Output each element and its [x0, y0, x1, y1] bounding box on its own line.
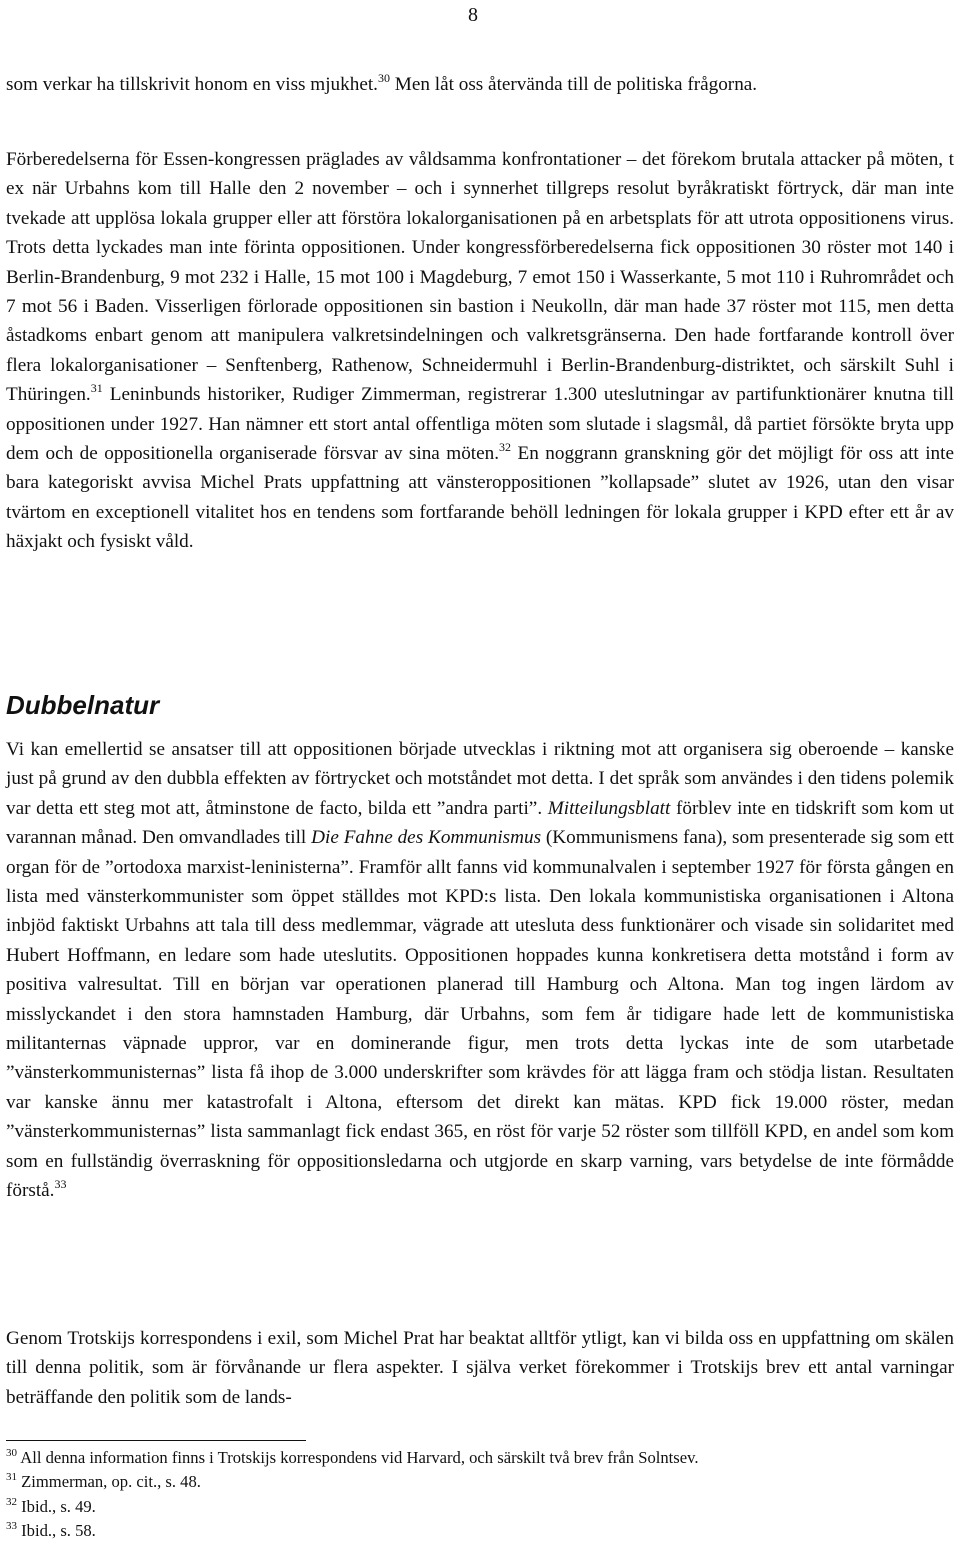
paragraph-intro [6, 70, 954, 99]
paragraph-text: förblev inte en tidskrift som kom ut varannan månad. Den omvandlades till [6, 797, 954, 849]
paragraph-text: Förberedelserna för Essen-kongressen präglades av våldsamma konfrontationer – det förekom brutala attacker på möten, t ex när Urbahns kom till Halle den 2 november – och i synnerhet tillgreps resolut byråkratiskt förtryck, där man inte tvekade att upplösa lokala grupper eller att förstöra lokalorganisationen på en arbetsplats för att utrota oppositionens virus. Trots detta lyckades man inte förinta oppositionen. Under kongressförberedelserna fick oppositionen 30 röster mot 140 i Berlin-Brandenburg, 9 mot 232 i Halle, 15 mot 100 i Magdeburg, 7 emot 150 i Wasserkante, 5 mot 110 i Ruhrområdet och 7 mot 56 i Baden. Visserligen förlorade oppositionen sin bastion i Neukolln, där man hade 37 röster mot 115, men detta åstadkoms enbart genom att manipulera valkretsindelningen och valkretsgränserna. Den hade fortfarande kontroll över flera lokalorganisationer – Senftenberg, Rathenow, Schneidermuhl i Berlin-Brandenburg-distriktet, och särskilt Suhl i Thüringen. [6, 149, 954, 406]
paragraph-text: Men låt oss återvända till de politiska frågorna. [389, 74, 758, 95]
footnote-text: All denna information finns i Trotskijs korrespondens vid Harvard, och särskilt två brev från Solntsev. [20, 1448, 699, 1467]
paragraph-text: som verkar ha tillskrivit honom en viss mjukhet. [6, 74, 378, 95]
footnote-ref: 32 [499, 440, 512, 455]
publication-title: Mitteilungsblatt [547, 797, 671, 819]
footnote [6, 1470, 946, 1494]
footnote-text: Ibid., s. 49. [21, 1496, 96, 1516]
footnote-text: Ibid., s. 58. [21, 1521, 96, 1541]
paragraph-dual-nature [6, 735, 954, 1206]
page-number: 8 [468, 4, 478, 26]
paragraph-trotsky [6, 1324, 954, 1412]
paragraph-text: Genom Trotskijs korrespondens i exil, som Michel Prat har beaktat alltför ytligt, kan vi bilda oss en uppfattning om skälen till denna politik, som är förvånande ur flera aspekter. I själva verket förekommer i Trotskijs brev ett antal varningar beträffande den politik som de lands- [6, 1328, 954, 1408]
footnote-number: 31 [6, 1471, 17, 1484]
paragraph-text: (Kommunismens fana), som presenterade sig som ett organ för de ”ortodoxa marxist-leninisterna”. Framför allt fanns vid kommunalvalen i september 1927 för första gången en lista med vänsterkommunister som öppet ställdes mot KPD:s lista. Den lokala kommunistiska organisationen i Altona inbjöd faktiskt Urbahns att tala till dess medlemmar, vägrade att utesluta dess funktionärer och visade sin solidaritet med Hubert Hoffmann, en ledare som hade uteslutits. Oppositionen hoppades kunna konkretisera detta motstånd i form av positiva valresultat. Till en början var operationen planerad till Hamburg och Altona. Man tog ingen lärdom av misslyckandet i den stora hamnstaden Hamburg, där Urbahns, som fem år tidigare hade lett de kommunistiska militanternas väpnade uppror, var en dominerande figur, men trots detta lyckas inte de som utarbetade ”vänsterkommunisternas” lista få ihop de 3.000 underskrifter som krävdes för att lägga fram och stödja listan. Resultaten var kanske ännu mer katastrofalt i Altona, eftersom det direkt kan mätas. KPD fick 19.000 röster, medan ”vänsterkommunisternas” lista sammanlagt fick endast 365, en röst för varje 52 röster som tillföll KPD, en andel som kom som en fullständig överraskning för oppositionsledarna och utgjorde en skarp varning, vars betydelse de inte förmådde förstå. [6, 827, 954, 1202]
paragraph-text: Vi kan emellertid se ansatser till att oppositionen började utvecklas i riktning mot att organisera sig oberoende – kanske just på grund av den dubbla effekten av förtrycket och motståndet mot detta. I det språk som användes i den tidens polemik var detta ett steg mot att, åtminstone de facto, bilda ett ”andra parti”. [6, 739, 954, 819]
footnote-number: 30 [6, 1447, 17, 1459]
footnote-ref: 33 [54, 1177, 67, 1192]
footnote-number: 32 [6, 1495, 17, 1508]
paragraph-text: Leninbunds historiker, Rudiger Zimmerman, registrerar 1.300 uteslutningar av partifunktionärer knutna till oppositionen under 1927. Han nämner ett stort antal offentliga möten som slutade i slagsmål, då partiet försökte bryta upp dem och de oppositionella organiserade försvar av sina möten. [6, 384, 954, 465]
footnote-ref: 31 [90, 381, 103, 396]
footnote [6, 1495, 946, 1519]
footnote-divider [6, 1440, 306, 1441]
paragraph-text: En noggrann granskning gör det möjligt för oss att inte bara kategoriskt avvisa Michel Prats uppfattning att vänsteroppositionen ”kollapsade” slutet av 1926, utan den visar tvärtom en exceptionell vitalitet hos en tendens som fortfarande behöll ledningen för lokala grupper i KPD efter ett år av häxjakt och fysiskt våld. [6, 443, 954, 553]
footnote [6, 1519, 946, 1543]
footnote-number: 33 [6, 1520, 17, 1533]
publication-title: Die Fahne des Kommunismus [311, 827, 542, 849]
paragraph-essen-congress [6, 145, 954, 557]
footnote-text: Zimmerman, op. cit., s. 48. [21, 1472, 201, 1492]
footnotes [6, 1446, 946, 1544]
footnote [6, 1446, 946, 1470]
section-heading: Dubbelnatur [6, 690, 160, 720]
footnote-ref: 30 [377, 71, 390, 85]
